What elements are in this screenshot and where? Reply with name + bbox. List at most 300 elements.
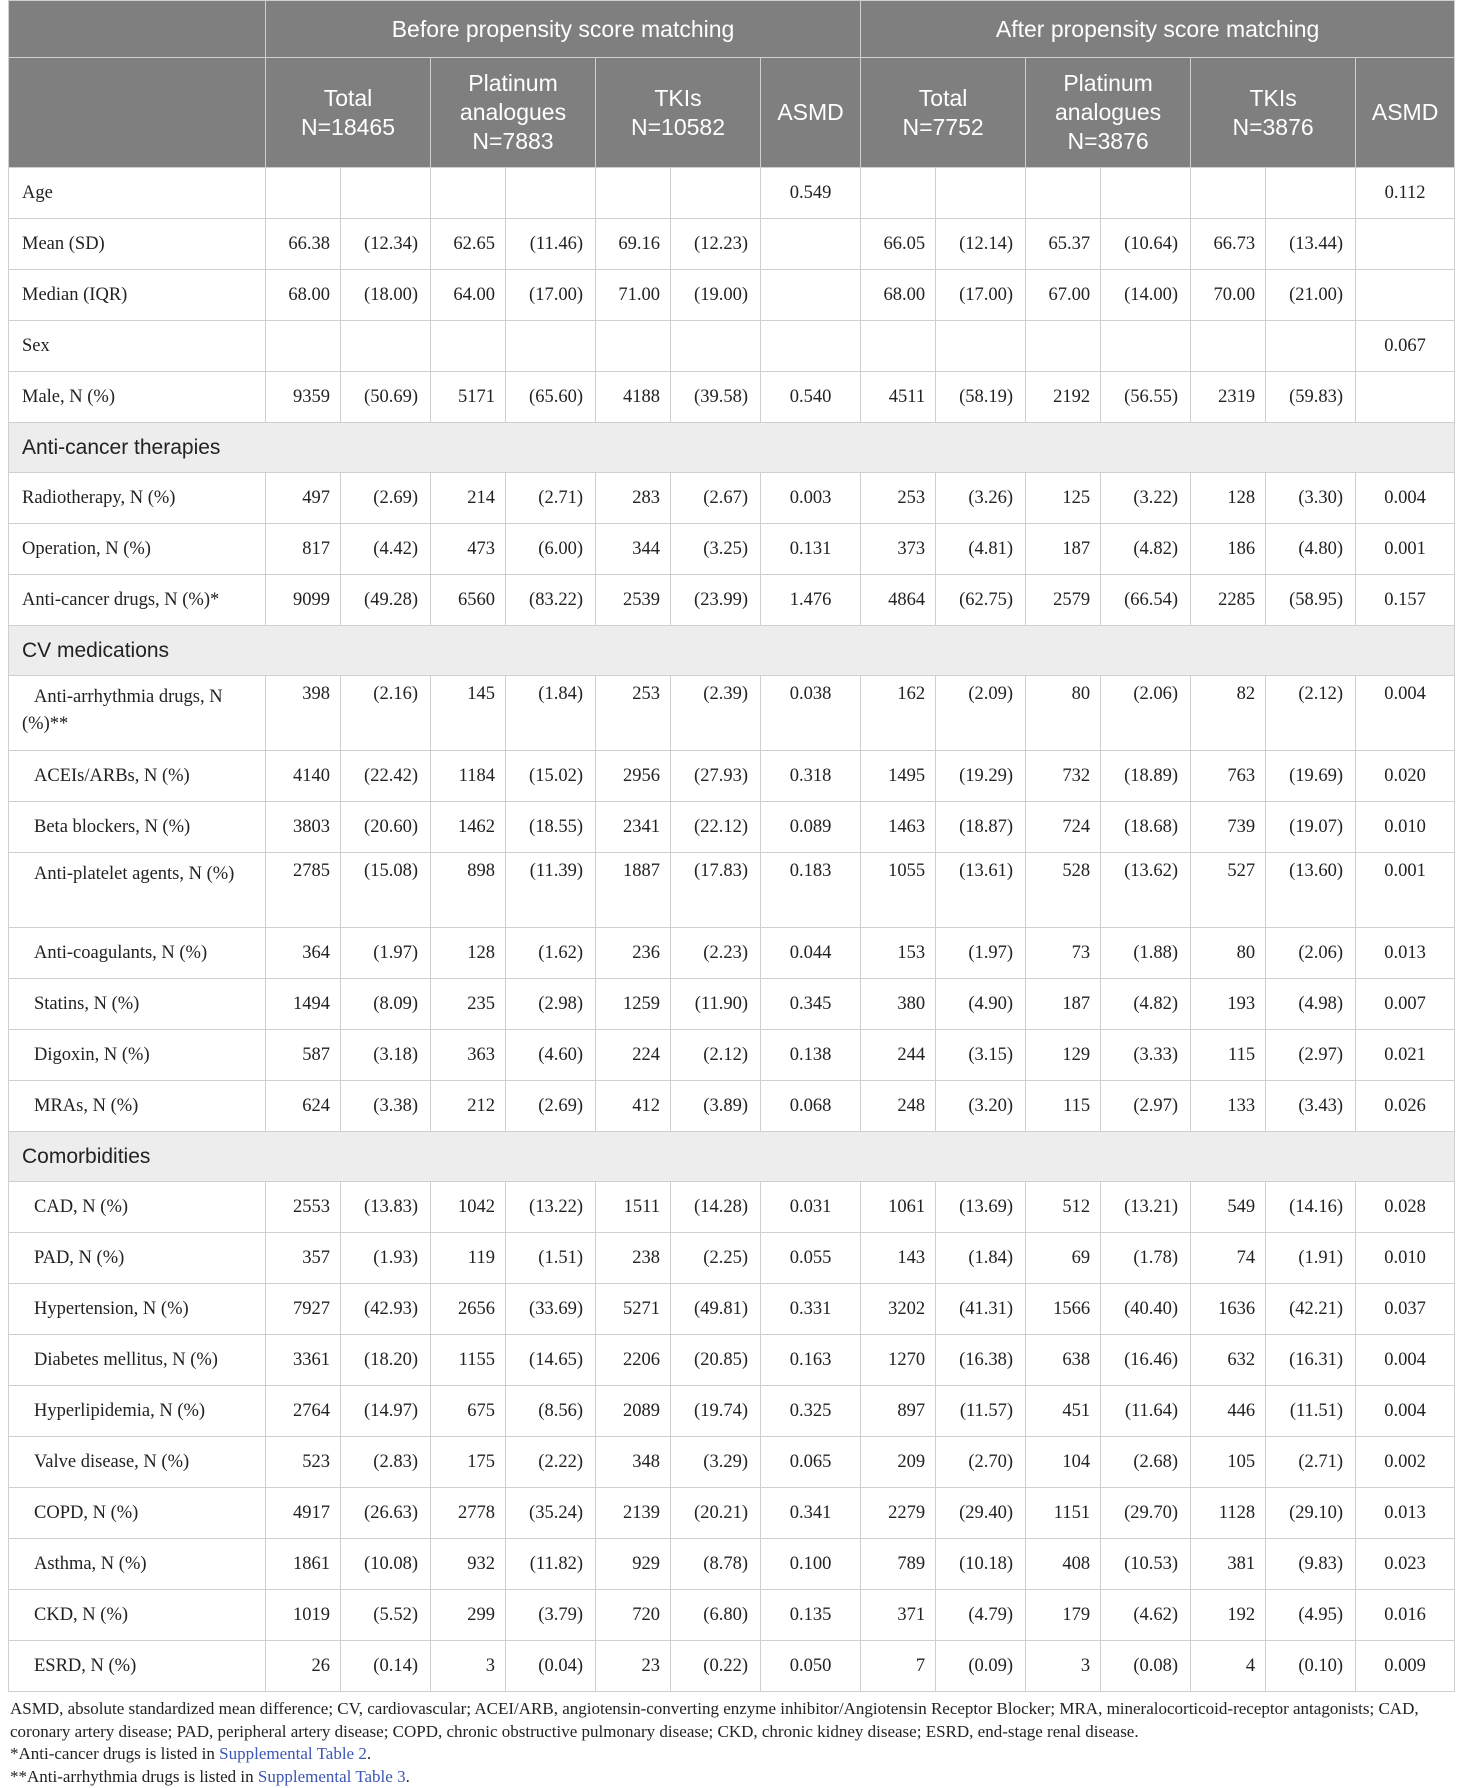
cell-after-platinum-n: 724 <box>1026 802 1101 853</box>
cell-after-tkis-pct: (14.16) <box>1266 1182 1356 1233</box>
cell-before-asmd: 0.345 <box>761 979 861 1030</box>
cell-after-platinum-n: 1566 <box>1026 1284 1101 1335</box>
cell-before-tkis-pct <box>671 321 761 372</box>
cell-after-tkis-pct: (4.98) <box>1266 979 1356 1030</box>
cell-after-total-n: 1463 <box>861 802 936 853</box>
footnote-text: *Anti-cancer drugs is listed in <box>10 1744 219 1763</box>
cell-after-platinum-n: 408 <box>1026 1539 1101 1590</box>
cell-after-tkis-n: 1128 <box>1191 1488 1266 1539</box>
cell-before-total-n <box>266 168 341 219</box>
footnote-text: . <box>406 1767 410 1786</box>
cell-before-tkis-pct: (11.90) <box>671 979 761 1030</box>
table-row <box>9 1641 1455 1692</box>
cell-after-platinum-n: 187 <box>1026 979 1101 1030</box>
cell-before-asmd: 0.549 <box>761 168 861 219</box>
cell-after-tkis-pct: (58.95) <box>1266 575 1356 626</box>
cell-before-platinum-pct: (18.55) <box>506 802 596 853</box>
row-label: Operation, N (%) <box>9 524 266 575</box>
cell-after-total-pct: (29.40) <box>936 1488 1026 1539</box>
supplemental-table-3-link[interactable]: Supplemental Table 3 <box>258 1767 406 1786</box>
table-row <box>9 853 1455 928</box>
cell-after-asmd: 0.157 <box>1356 575 1455 626</box>
row-label: ACEIs/ARBs, N (%) <box>9 751 266 802</box>
cell-before-tkis-n: 344 <box>596 524 671 575</box>
category-label: Comorbidities <box>9 1132 1455 1182</box>
cell-before-tkis-n: 238 <box>596 1233 671 1284</box>
cell-before-tkis-pct: (12.23) <box>671 219 761 270</box>
cell-after-asmd: 0.067 <box>1356 321 1455 372</box>
cell-before-total-pct: (42.93) <box>341 1284 431 1335</box>
table-row <box>9 473 1455 524</box>
category-row <box>9 423 1455 473</box>
row-label: Anti-coagulants, N (%) <box>9 928 266 979</box>
cell-before-platinum-pct: (14.65) <box>506 1335 596 1386</box>
cell-after-total-pct: (4.90) <box>936 979 1026 1030</box>
cell-after-total-n: 68.00 <box>861 270 936 321</box>
cell-after-asmd <box>1356 219 1455 270</box>
cell-after-asmd: 0.021 <box>1356 1030 1455 1081</box>
footnote-anti-arrhythmia <box>10 1766 1452 1788</box>
cell-before-asmd: 0.331 <box>761 1284 861 1335</box>
cell-before-total-n: 2764 <box>266 1386 341 1437</box>
cell-after-tkis-n: 446 <box>1191 1386 1266 1437</box>
cell-after-platinum-pct: (56.55) <box>1101 372 1191 423</box>
row-label: Age <box>9 168 266 219</box>
cell-after-total-pct: (3.15) <box>936 1030 1026 1081</box>
cell-before-tkis-n: 348 <box>596 1437 671 1488</box>
header-line: analogues <box>431 98 595 127</box>
cell-after-total-n: 897 <box>861 1386 936 1437</box>
cell-after-total-n: 153 <box>861 928 936 979</box>
footnote-text: . <box>367 1744 371 1763</box>
header-after-matching: After propensity score matching <box>861 1 1455 58</box>
cell-before-platinum-pct: (11.82) <box>506 1539 596 1590</box>
cell-after-platinum-n: 125 <box>1026 473 1101 524</box>
header-before-platinum <box>431 58 596 168</box>
row-label: Statins, N (%) <box>9 979 266 1030</box>
cell-before-tkis-pct: (23.99) <box>671 575 761 626</box>
cell-after-tkis-pct: (2.06) <box>1266 928 1356 979</box>
cell-after-tkis-n: 1636 <box>1191 1284 1266 1335</box>
table-row <box>9 1437 1455 1488</box>
cell-before-platinum-pct: (2.22) <box>506 1437 596 1488</box>
cell-before-platinum-pct: (1.62) <box>506 928 596 979</box>
table-row <box>9 1488 1455 1539</box>
cell-after-platinum-n: 179 <box>1026 1590 1101 1641</box>
table-row <box>9 219 1455 270</box>
cell-before-platinum-n: 1184 <box>431 751 506 802</box>
row-label: Male, N (%) <box>9 372 266 423</box>
cell-after-total-pct <box>936 168 1026 219</box>
cell-before-asmd: 0.055 <box>761 1233 861 1284</box>
cell-before-tkis-pct: (3.25) <box>671 524 761 575</box>
cell-before-platinum-n <box>431 321 506 372</box>
cell-after-platinum-n: 104 <box>1026 1437 1101 1488</box>
cell-before-platinum-n <box>431 168 506 219</box>
header-line: TKIs <box>596 84 760 113</box>
table-row <box>9 1182 1455 1233</box>
cell-before-total-n: 624 <box>266 1081 341 1132</box>
cell-before-total-pct: (20.60) <box>341 802 431 853</box>
cell-after-platinum-n: 638 <box>1026 1335 1101 1386</box>
cell-before-tkis-n: 1887 <box>596 853 671 928</box>
table-row <box>9 676 1455 751</box>
cell-before-platinum-n: 212 <box>431 1081 506 1132</box>
cell-after-tkis-pct: (42.21) <box>1266 1284 1356 1335</box>
cell-before-total-n: 364 <box>266 928 341 979</box>
cell-before-platinum-pct: (17.00) <box>506 270 596 321</box>
cell-after-platinum-pct <box>1101 168 1191 219</box>
cell-before-total-n: 26 <box>266 1641 341 1692</box>
header-line: Total <box>266 84 430 113</box>
cell-before-tkis-pct: (8.78) <box>671 1539 761 1590</box>
cell-after-platinum-pct: (18.68) <box>1101 802 1191 853</box>
cell-after-asmd: 0.013 <box>1356 928 1455 979</box>
table-row <box>9 270 1455 321</box>
header-line: analogues <box>1026 98 1190 127</box>
cell-before-tkis-pct: (0.22) <box>671 1641 761 1692</box>
row-label: Radiotherapy, N (%) <box>9 473 266 524</box>
cell-after-platinum-n: 73 <box>1026 928 1101 979</box>
cell-after-total-pct: (13.69) <box>936 1182 1026 1233</box>
cell-before-total-pct: (13.83) <box>341 1182 431 1233</box>
cell-after-total-n: 4511 <box>861 372 936 423</box>
cell-before-platinum-pct: (35.24) <box>506 1488 596 1539</box>
cell-before-tkis-n: 2089 <box>596 1386 671 1437</box>
cell-after-tkis-n <box>1191 321 1266 372</box>
cell-before-platinum-n: 898 <box>431 853 506 928</box>
cell-after-total-n: 380 <box>861 979 936 1030</box>
cell-before-total-pct: (14.97) <box>341 1386 431 1437</box>
cell-after-platinum-pct: (0.08) <box>1101 1641 1191 1692</box>
cell-after-asmd: 0.001 <box>1356 524 1455 575</box>
cell-after-tkis-n: 2319 <box>1191 372 1266 423</box>
table-row <box>9 168 1455 219</box>
cell-after-asmd: 0.004 <box>1356 473 1455 524</box>
header-after-platinum <box>1026 58 1191 168</box>
cell-after-platinum-pct: (66.54) <box>1101 575 1191 626</box>
cell-before-tkis-n: 2341 <box>596 802 671 853</box>
cell-after-total-n: 4864 <box>861 575 936 626</box>
cell-before-tkis-n <box>596 168 671 219</box>
cell-after-total-n: 7 <box>861 1641 936 1692</box>
cell-after-total-pct: (62.75) <box>936 575 1026 626</box>
cell-before-total-n: 2553 <box>266 1182 341 1233</box>
cell-before-platinum-pct: (2.71) <box>506 473 596 524</box>
row-label: Anti-cancer drugs, N (%)* <box>9 575 266 626</box>
cell-after-total-pct: (11.57) <box>936 1386 1026 1437</box>
cell-before-total-n: 1019 <box>266 1590 341 1641</box>
cell-before-total-pct: (1.97) <box>341 928 431 979</box>
cell-after-tkis-pct: (19.69) <box>1266 751 1356 802</box>
cell-before-asmd <box>761 219 861 270</box>
cell-before-asmd: 0.031 <box>761 1182 861 1233</box>
cell-after-total-pct: (3.20) <box>936 1081 1026 1132</box>
cell-before-platinum-n: 3 <box>431 1641 506 1692</box>
cell-before-total-n: 3361 <box>266 1335 341 1386</box>
cell-after-platinum-n: 2192 <box>1026 372 1101 423</box>
cell-after-tkis-n <box>1191 168 1266 219</box>
cell-after-tkis-n: 4 <box>1191 1641 1266 1692</box>
cell-after-tkis-pct: (29.10) <box>1266 1488 1356 1539</box>
cell-after-platinum-n: 528 <box>1026 853 1101 928</box>
cell-before-tkis-n: 1511 <box>596 1182 671 1233</box>
cell-after-total-pct: (58.19) <box>936 372 1026 423</box>
cell-before-asmd: 0.050 <box>761 1641 861 1692</box>
cell-after-tkis-pct: (2.12) <box>1266 676 1356 751</box>
cell-after-total-n <box>861 321 936 372</box>
cell-after-platinum-pct: (10.53) <box>1101 1539 1191 1590</box>
header-after-tkis <box>1191 58 1356 168</box>
header-line: N=18465 <box>266 113 430 142</box>
cell-before-total-pct: (1.93) <box>341 1233 431 1284</box>
cell-after-tkis-pct: (9.83) <box>1266 1539 1356 1590</box>
table-row <box>9 1030 1455 1081</box>
table-row <box>9 575 1455 626</box>
cell-before-total-n: 398 <box>266 676 341 751</box>
cell-after-total-pct: (3.26) <box>936 473 1026 524</box>
cell-after-platinum-n: 80 <box>1026 676 1101 751</box>
cell-after-asmd: 0.026 <box>1356 1081 1455 1132</box>
cell-before-platinum-n: 64.00 <box>431 270 506 321</box>
table-row <box>9 979 1455 1030</box>
cell-before-asmd <box>761 270 861 321</box>
cell-before-total-pct: (26.63) <box>341 1488 431 1539</box>
row-label: Hypertension, N (%) <box>9 1284 266 1335</box>
cell-before-tkis-n: 720 <box>596 1590 671 1641</box>
cell-after-platinum-n: 2579 <box>1026 575 1101 626</box>
cell-before-platinum-pct: (2.69) <box>506 1081 596 1132</box>
cell-before-asmd: 0.038 <box>761 676 861 751</box>
cell-after-tkis-n: 193 <box>1191 979 1266 1030</box>
cell-after-platinum-pct: (16.46) <box>1101 1335 1191 1386</box>
header-after-asmd: ASMD <box>1356 58 1455 168</box>
cell-after-total-pct: (17.00) <box>936 270 1026 321</box>
cell-before-platinum-pct: (6.00) <box>506 524 596 575</box>
cell-after-platinum-n: 512 <box>1026 1182 1101 1233</box>
cell-before-asmd: 0.318 <box>761 751 861 802</box>
cell-after-platinum-n: 67.00 <box>1026 270 1101 321</box>
cell-after-platinum-n <box>1026 168 1101 219</box>
cell-before-total-pct: (15.08) <box>341 853 431 928</box>
cell-before-total-pct: (18.20) <box>341 1335 431 1386</box>
cell-before-total-pct <box>341 168 431 219</box>
cell-after-platinum-pct: (4.62) <box>1101 1590 1191 1641</box>
table-footnotes <box>8 1692 1454 1788</box>
cell-before-total-n: 3803 <box>266 802 341 853</box>
header-before-tkis <box>596 58 761 168</box>
cell-after-total-pct: (19.29) <box>936 751 1026 802</box>
row-label: ESRD, N (%) <box>9 1641 266 1692</box>
cell-before-platinum-n: 2656 <box>431 1284 506 1335</box>
cell-before-total-pct: (0.14) <box>341 1641 431 1692</box>
cell-after-total-pct: (16.38) <box>936 1335 1026 1386</box>
cell-before-total-pct: (5.52) <box>341 1590 431 1641</box>
cell-before-tkis-n: 224 <box>596 1030 671 1081</box>
cell-after-total-n: 248 <box>861 1081 936 1132</box>
cell-after-total-n: 1270 <box>861 1335 936 1386</box>
cell-before-tkis-n: 71.00 <box>596 270 671 321</box>
table-row <box>9 1284 1455 1335</box>
cell-before-total-pct: (12.34) <box>341 219 431 270</box>
cell-after-total-n: 1055 <box>861 853 936 928</box>
cell-after-tkis-pct: (21.00) <box>1266 270 1356 321</box>
cell-before-platinum-n: 6560 <box>431 575 506 626</box>
cell-after-platinum-pct: (3.22) <box>1101 473 1191 524</box>
cell-before-asmd: 0.065 <box>761 1437 861 1488</box>
cell-before-total-n: 66.38 <box>266 219 341 270</box>
cell-after-asmd: 0.010 <box>1356 802 1455 853</box>
cell-before-platinum-n: 299 <box>431 1590 506 1641</box>
cell-after-platinum-pct: (18.89) <box>1101 751 1191 802</box>
cell-before-platinum-n: 1155 <box>431 1335 506 1386</box>
header-line: Total <box>861 84 1025 113</box>
row-label: COPD, N (%) <box>9 1488 266 1539</box>
cell-after-asmd: 0.020 <box>1356 751 1455 802</box>
row-label: Valve disease, N (%) <box>9 1437 266 1488</box>
cell-before-asmd: 0.003 <box>761 473 861 524</box>
cell-after-asmd <box>1356 270 1455 321</box>
cell-after-tkis-pct: (59.83) <box>1266 372 1356 423</box>
cell-before-asmd: 0.089 <box>761 802 861 853</box>
cell-before-tkis-n: 2206 <box>596 1335 671 1386</box>
cell-before-asmd: 0.183 <box>761 853 861 928</box>
cell-before-platinum-pct <box>506 321 596 372</box>
cell-after-tkis-n: 105 <box>1191 1437 1266 1488</box>
cell-before-tkis-n: 2139 <box>596 1488 671 1539</box>
cell-after-tkis-pct: (4.80) <box>1266 524 1356 575</box>
cell-before-platinum-n: 363 <box>431 1030 506 1081</box>
cell-before-total-pct <box>341 321 431 372</box>
cell-before-asmd: 0.100 <box>761 1539 861 1590</box>
row-label: Anti-platelet agents, N (%) <box>9 853 266 928</box>
cell-after-tkis-n: 549 <box>1191 1182 1266 1233</box>
cell-after-total-pct: (1.84) <box>936 1233 1026 1284</box>
cell-after-tkis-pct: (13.60) <box>1266 853 1356 928</box>
cell-after-tkis-pct: (13.44) <box>1266 219 1356 270</box>
cell-after-platinum-pct: (13.21) <box>1101 1182 1191 1233</box>
cell-after-total-n: 1495 <box>861 751 936 802</box>
cell-before-platinum-n: 932 <box>431 1539 506 1590</box>
table-row <box>9 1335 1455 1386</box>
category-row <box>9 1132 1455 1182</box>
cell-after-asmd: 0.004 <box>1356 1386 1455 1437</box>
cell-before-total-n: 9099 <box>266 575 341 626</box>
cell-after-tkis-pct: (2.97) <box>1266 1030 1356 1081</box>
cell-after-tkis-pct: (4.95) <box>1266 1590 1356 1641</box>
cell-before-total-n: 68.00 <box>266 270 341 321</box>
cell-before-tkis-n: 253 <box>596 676 671 751</box>
cell-after-platinum-pct: (3.33) <box>1101 1030 1191 1081</box>
header-line: N=7883 <box>431 127 595 156</box>
footnote-text: **Anti-arrhythmia drugs is listed in <box>10 1767 258 1786</box>
cell-before-asmd: 0.540 <box>761 372 861 423</box>
cell-after-total-n: 1061 <box>861 1182 936 1233</box>
cell-after-total-n: 162 <box>861 676 936 751</box>
cell-before-total-n: 497 <box>266 473 341 524</box>
cell-after-asmd: 0.004 <box>1356 676 1455 751</box>
cell-before-total-n: 1861 <box>266 1539 341 1590</box>
cell-before-total-pct: (50.69) <box>341 372 431 423</box>
cell-before-total-n: 587 <box>266 1030 341 1081</box>
cell-before-tkis-n: 236 <box>596 928 671 979</box>
row-label: CKD, N (%) <box>9 1590 266 1641</box>
cell-after-asmd: 0.004 <box>1356 1335 1455 1386</box>
cell-after-platinum-pct: (2.06) <box>1101 676 1191 751</box>
cell-before-tkis-pct: (19.00) <box>671 270 761 321</box>
cell-before-platinum-pct: (11.46) <box>506 219 596 270</box>
cell-after-total-n: 371 <box>861 1590 936 1641</box>
cell-before-platinum-pct: (2.98) <box>506 979 596 1030</box>
cell-after-total-pct: (12.14) <box>936 219 1026 270</box>
cell-before-total-n: 523 <box>266 1437 341 1488</box>
cell-after-tkis-n: 763 <box>1191 751 1266 802</box>
cell-after-total-n: 143 <box>861 1233 936 1284</box>
supplemental-table-2-link[interactable]: Supplemental Table 2 <box>219 1744 367 1763</box>
cell-before-asmd: 0.068 <box>761 1081 861 1132</box>
cell-before-asmd: 0.131 <box>761 524 861 575</box>
cell-after-total-n: 373 <box>861 524 936 575</box>
cell-after-asmd: 0.013 <box>1356 1488 1455 1539</box>
cell-before-platinum-n: 1042 <box>431 1182 506 1233</box>
cell-after-tkis-n: 70.00 <box>1191 270 1266 321</box>
table-row <box>9 372 1455 423</box>
cell-before-total-n: 7927 <box>266 1284 341 1335</box>
cell-before-platinum-n: 5171 <box>431 372 506 423</box>
cell-before-tkis-pct: (3.29) <box>671 1437 761 1488</box>
cell-after-platinum-n: 187 <box>1026 524 1101 575</box>
cell-after-tkis-n: 66.73 <box>1191 219 1266 270</box>
header-line: N=3876 <box>1026 127 1190 156</box>
cell-after-total-n: 66.05 <box>861 219 936 270</box>
cell-before-asmd: 0.325 <box>761 1386 861 1437</box>
cell-after-tkis-n: 80 <box>1191 928 1266 979</box>
cell-after-tkis-n: 128 <box>1191 473 1266 524</box>
header-before-matching: Before propensity score matching <box>266 1 861 58</box>
category-label: Anti-cancer therapies <box>9 423 1455 473</box>
table-header <box>9 1 1455 168</box>
cell-after-tkis-n: 2285 <box>1191 575 1266 626</box>
cell-before-platinum-pct: (15.02) <box>506 751 596 802</box>
cell-after-total-n: 209 <box>861 1437 936 1488</box>
cell-after-tkis-pct: (0.10) <box>1266 1641 1356 1692</box>
cell-after-platinum-n: 3 <box>1026 1641 1101 1692</box>
cell-after-platinum-pct: (40.40) <box>1101 1284 1191 1335</box>
row-label: Median (IQR) <box>9 270 266 321</box>
cell-after-total-pct: (4.81) <box>936 524 1026 575</box>
cell-after-platinum-pct: (2.97) <box>1101 1081 1191 1132</box>
table-row <box>9 321 1455 372</box>
table-row <box>9 1539 1455 1590</box>
cell-after-platinum-n <box>1026 321 1101 372</box>
cell-before-platinum-pct: (3.79) <box>506 1590 596 1641</box>
cell-before-asmd: 0.135 <box>761 1590 861 1641</box>
cell-before-tkis-n: 283 <box>596 473 671 524</box>
category-row <box>9 626 1455 676</box>
cell-before-platinum-pct: (13.22) <box>506 1182 596 1233</box>
cell-before-tkis-n: 1259 <box>596 979 671 1030</box>
cell-before-platinum-n: 128 <box>431 928 506 979</box>
row-label: Asthma, N (%) <box>9 1539 266 1590</box>
header-line: Platinum <box>431 69 595 98</box>
header-label-column <box>9 58 266 168</box>
cell-before-total-n: 4917 <box>266 1488 341 1539</box>
cell-before-total-pct: (2.69) <box>341 473 431 524</box>
cell-before-total-pct: (4.42) <box>341 524 431 575</box>
cell-after-total-pct <box>936 321 1026 372</box>
table-row <box>9 802 1455 853</box>
cell-after-platinum-pct: (1.78) <box>1101 1233 1191 1284</box>
